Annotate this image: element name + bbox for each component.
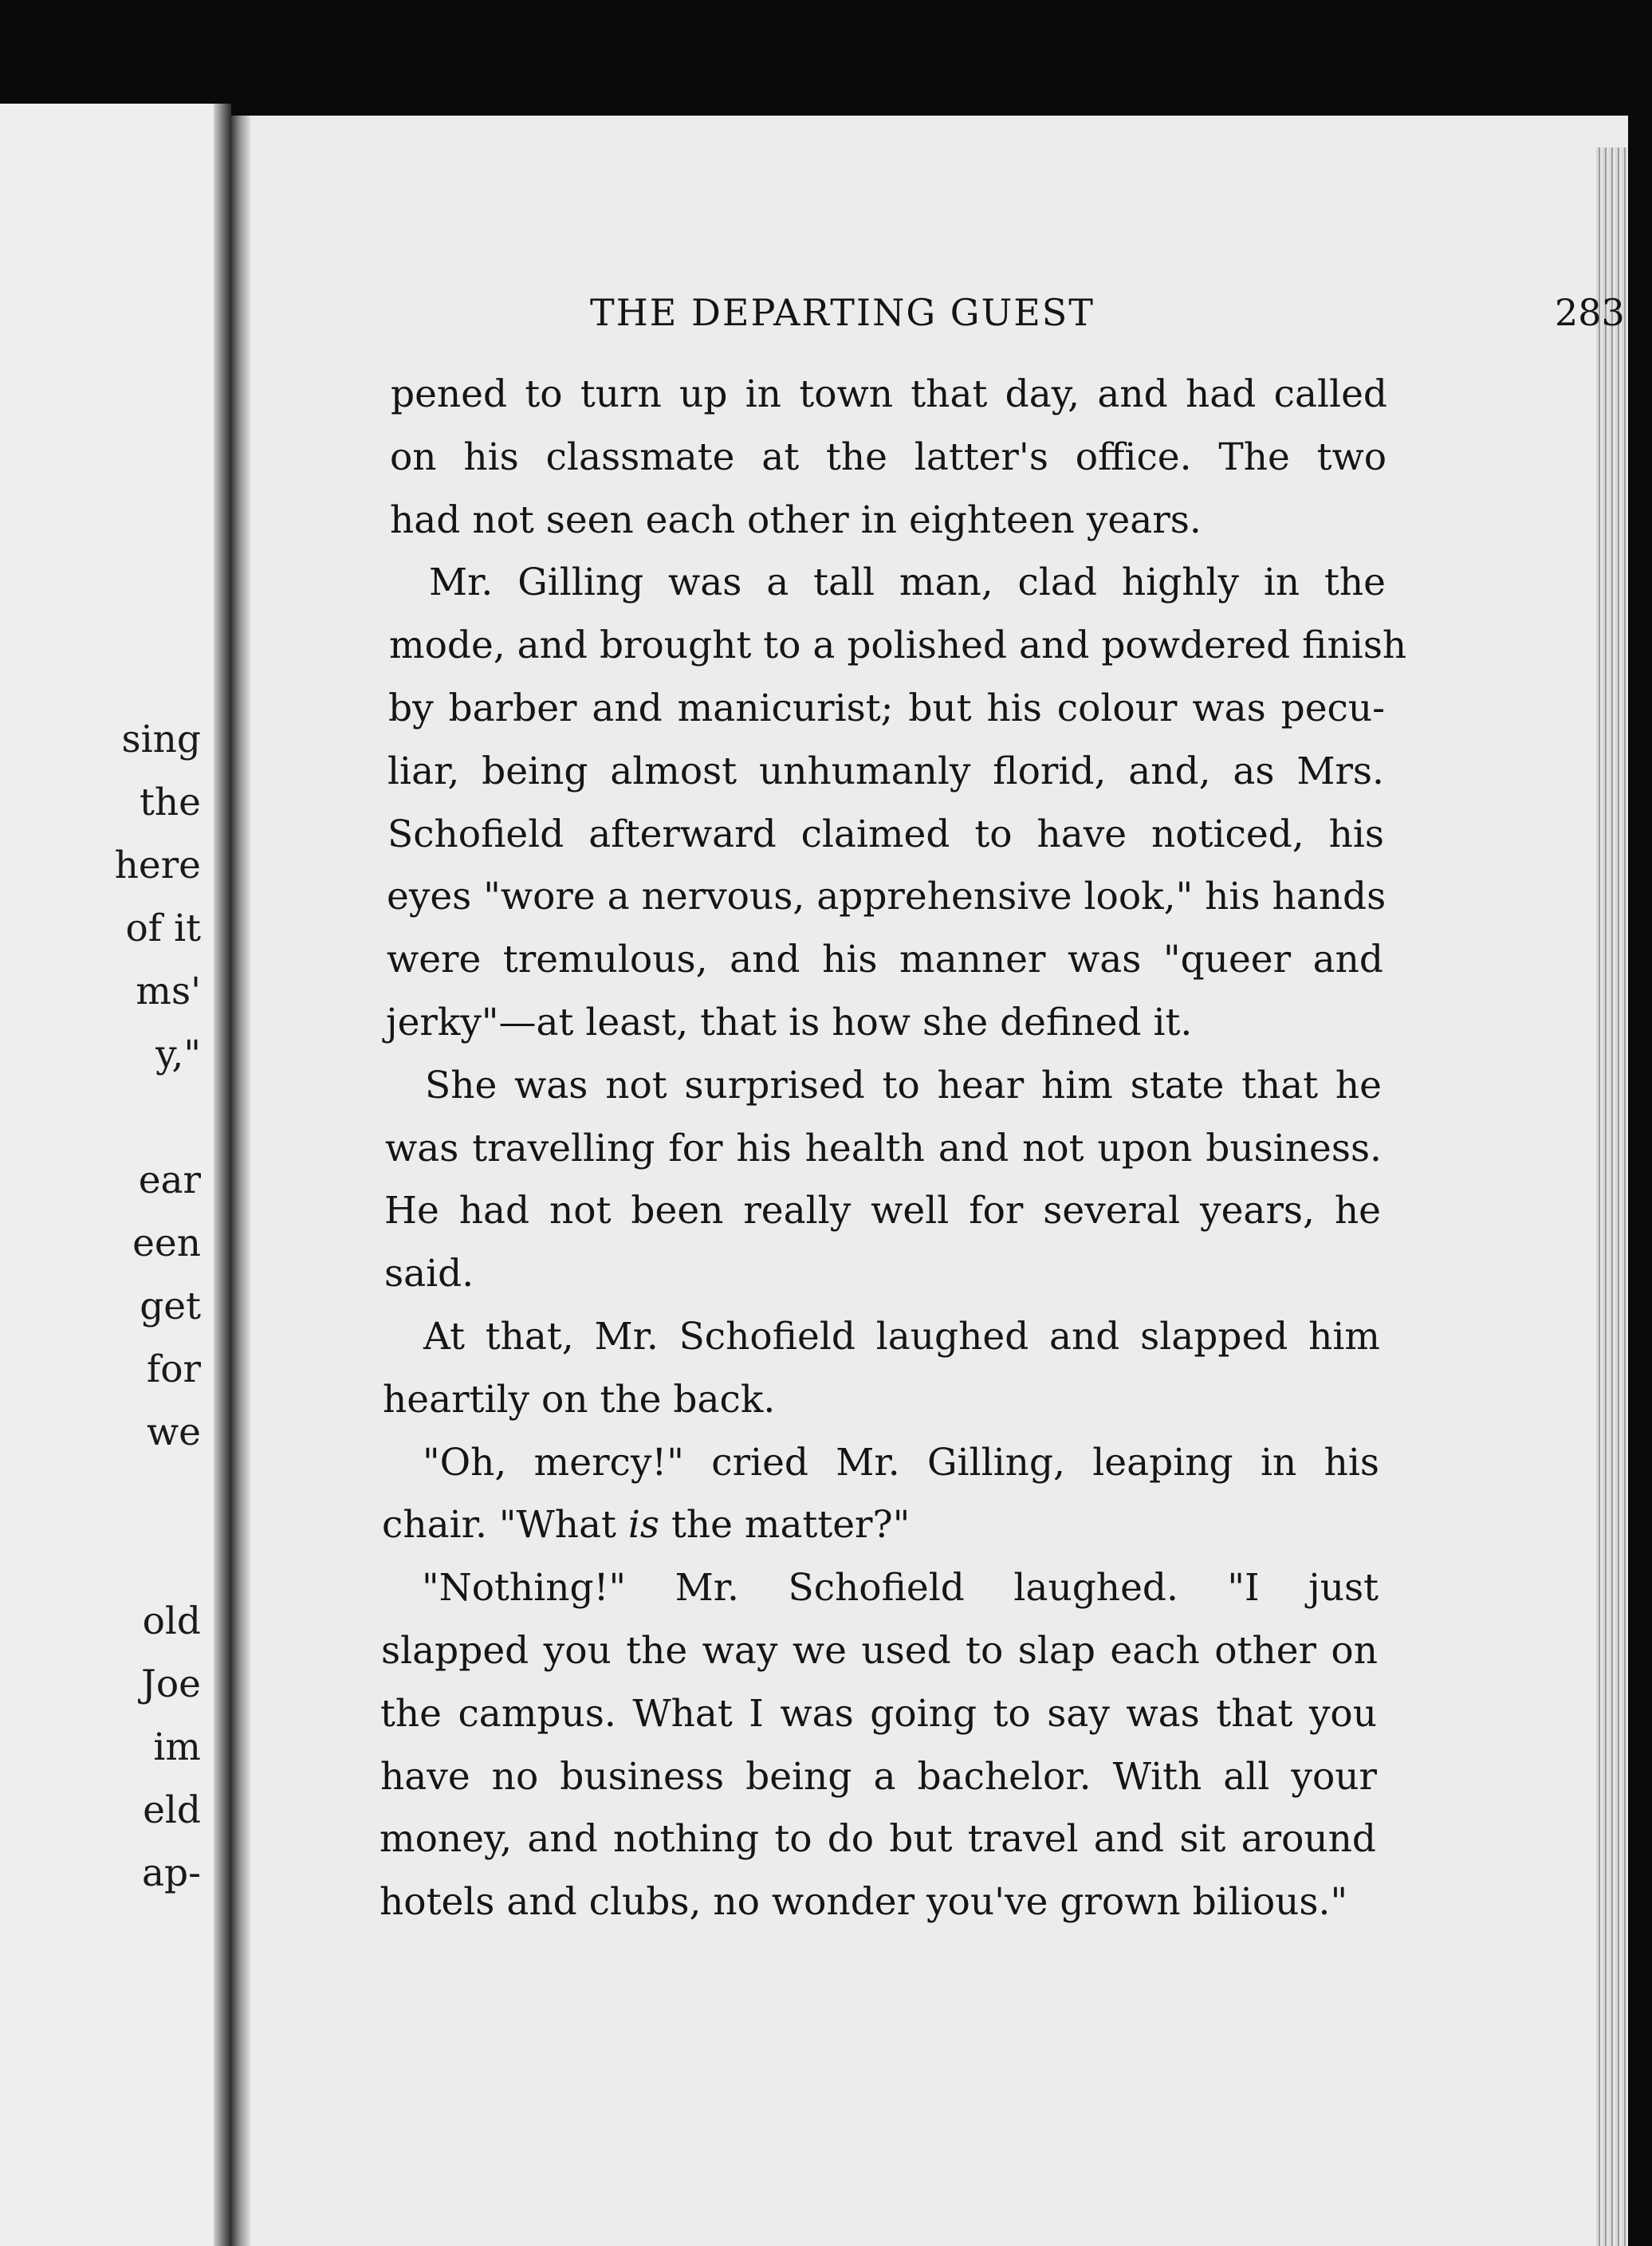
left-page-line: Joe xyxy=(141,1662,201,1706)
left-page-line: for xyxy=(146,1347,201,1391)
body-text-line: hotels and clubs, no wonder you've grown bilious." xyxy=(380,1880,1348,1924)
body-text-line: He had not been really well for several years, he xyxy=(384,1189,1381,1233)
body-text-line: chair. "What is the matter?" xyxy=(382,1503,911,1547)
body-text-line: Schofield afterward claimed to have noticed, his xyxy=(387,812,1384,856)
body-text-line: pened to turn up in town that day, and had called xyxy=(391,372,1387,416)
body-text-line: "Nothing!" Mr. Schofield laughed. "I just xyxy=(422,1566,1379,1610)
body-text-line: have no business being a bachelor. With all your xyxy=(380,1755,1377,1799)
running-head xyxy=(590,291,1626,339)
left-page-line: get xyxy=(140,1284,201,1328)
left-page-line: een xyxy=(132,1221,201,1265)
body-text-line: heartily on the back. xyxy=(383,1378,776,1422)
body-text-line: by barber and manicurist; but his colour was pecu- xyxy=(388,686,1385,730)
body-text-line: said. xyxy=(384,1252,474,1296)
body-text-line: on his classmate at the latter's office. The two xyxy=(390,435,1386,479)
body-text-line: jerky"—at least, that is how she defined it. xyxy=(386,1001,1193,1044)
left-page-line: ms' xyxy=(136,970,201,1013)
left-page-line: of it xyxy=(125,907,201,950)
body-text-line: Mr. Gilling was a tall man, clad highly in the xyxy=(429,561,1386,604)
left-page-gutter xyxy=(214,104,231,2246)
left-page-line: we xyxy=(146,1410,201,1454)
body-text-line: had not seen each other in eighteen years. xyxy=(390,498,1202,542)
left-page-line: im xyxy=(153,1725,201,1769)
left-page-line: y," xyxy=(155,1033,201,1076)
page-edge xyxy=(1596,148,1628,2246)
body-text-line: the campus. What I was going to say was that you xyxy=(380,1692,1377,1736)
left-page-line: here xyxy=(114,844,201,887)
body-text-line: were tremulous, and his manner was "queer and xyxy=(387,938,1383,981)
left-page-line: sing xyxy=(121,718,201,761)
left-page-line: ap- xyxy=(142,1851,201,1895)
body-text-line: eyes "wore a nervous, apprehensive look," his hands xyxy=(387,875,1386,918)
body-text-line: liar, being almost unhumanly florid, and, as Mrs. xyxy=(387,749,1384,793)
left-page-line: the xyxy=(140,781,201,824)
right-page xyxy=(231,116,1628,2246)
body-text-line: was travelling for his health and not upon business. xyxy=(385,1127,1382,1170)
left-page-fragment xyxy=(0,104,231,2246)
running-title: THE DEPARTING GUEST xyxy=(590,291,1095,334)
left-page-line: ear xyxy=(138,1158,201,1202)
right-page-gutter xyxy=(231,116,250,2246)
body-text-line: mode, and brought to a polished and powdered finish xyxy=(389,623,1407,667)
left-page-line: eld xyxy=(143,1788,201,1832)
body-text-line: At that, Mr. Schofield laughed and slapped him xyxy=(423,1315,1380,1359)
page-number: 283 xyxy=(1555,291,1625,334)
body-text-line: slapped you the way we used to slap each other on xyxy=(381,1629,1378,1673)
body-text-line: She was not surprised to hear him state that he xyxy=(425,1064,1382,1107)
body-text-line: "Oh, mercy!" cried Mr. Gilling, leaping in his xyxy=(423,1441,1379,1485)
left-page-line: old xyxy=(142,1599,201,1643)
body-text-line: money, and nothing to do but travel and sit around xyxy=(380,1817,1376,1861)
